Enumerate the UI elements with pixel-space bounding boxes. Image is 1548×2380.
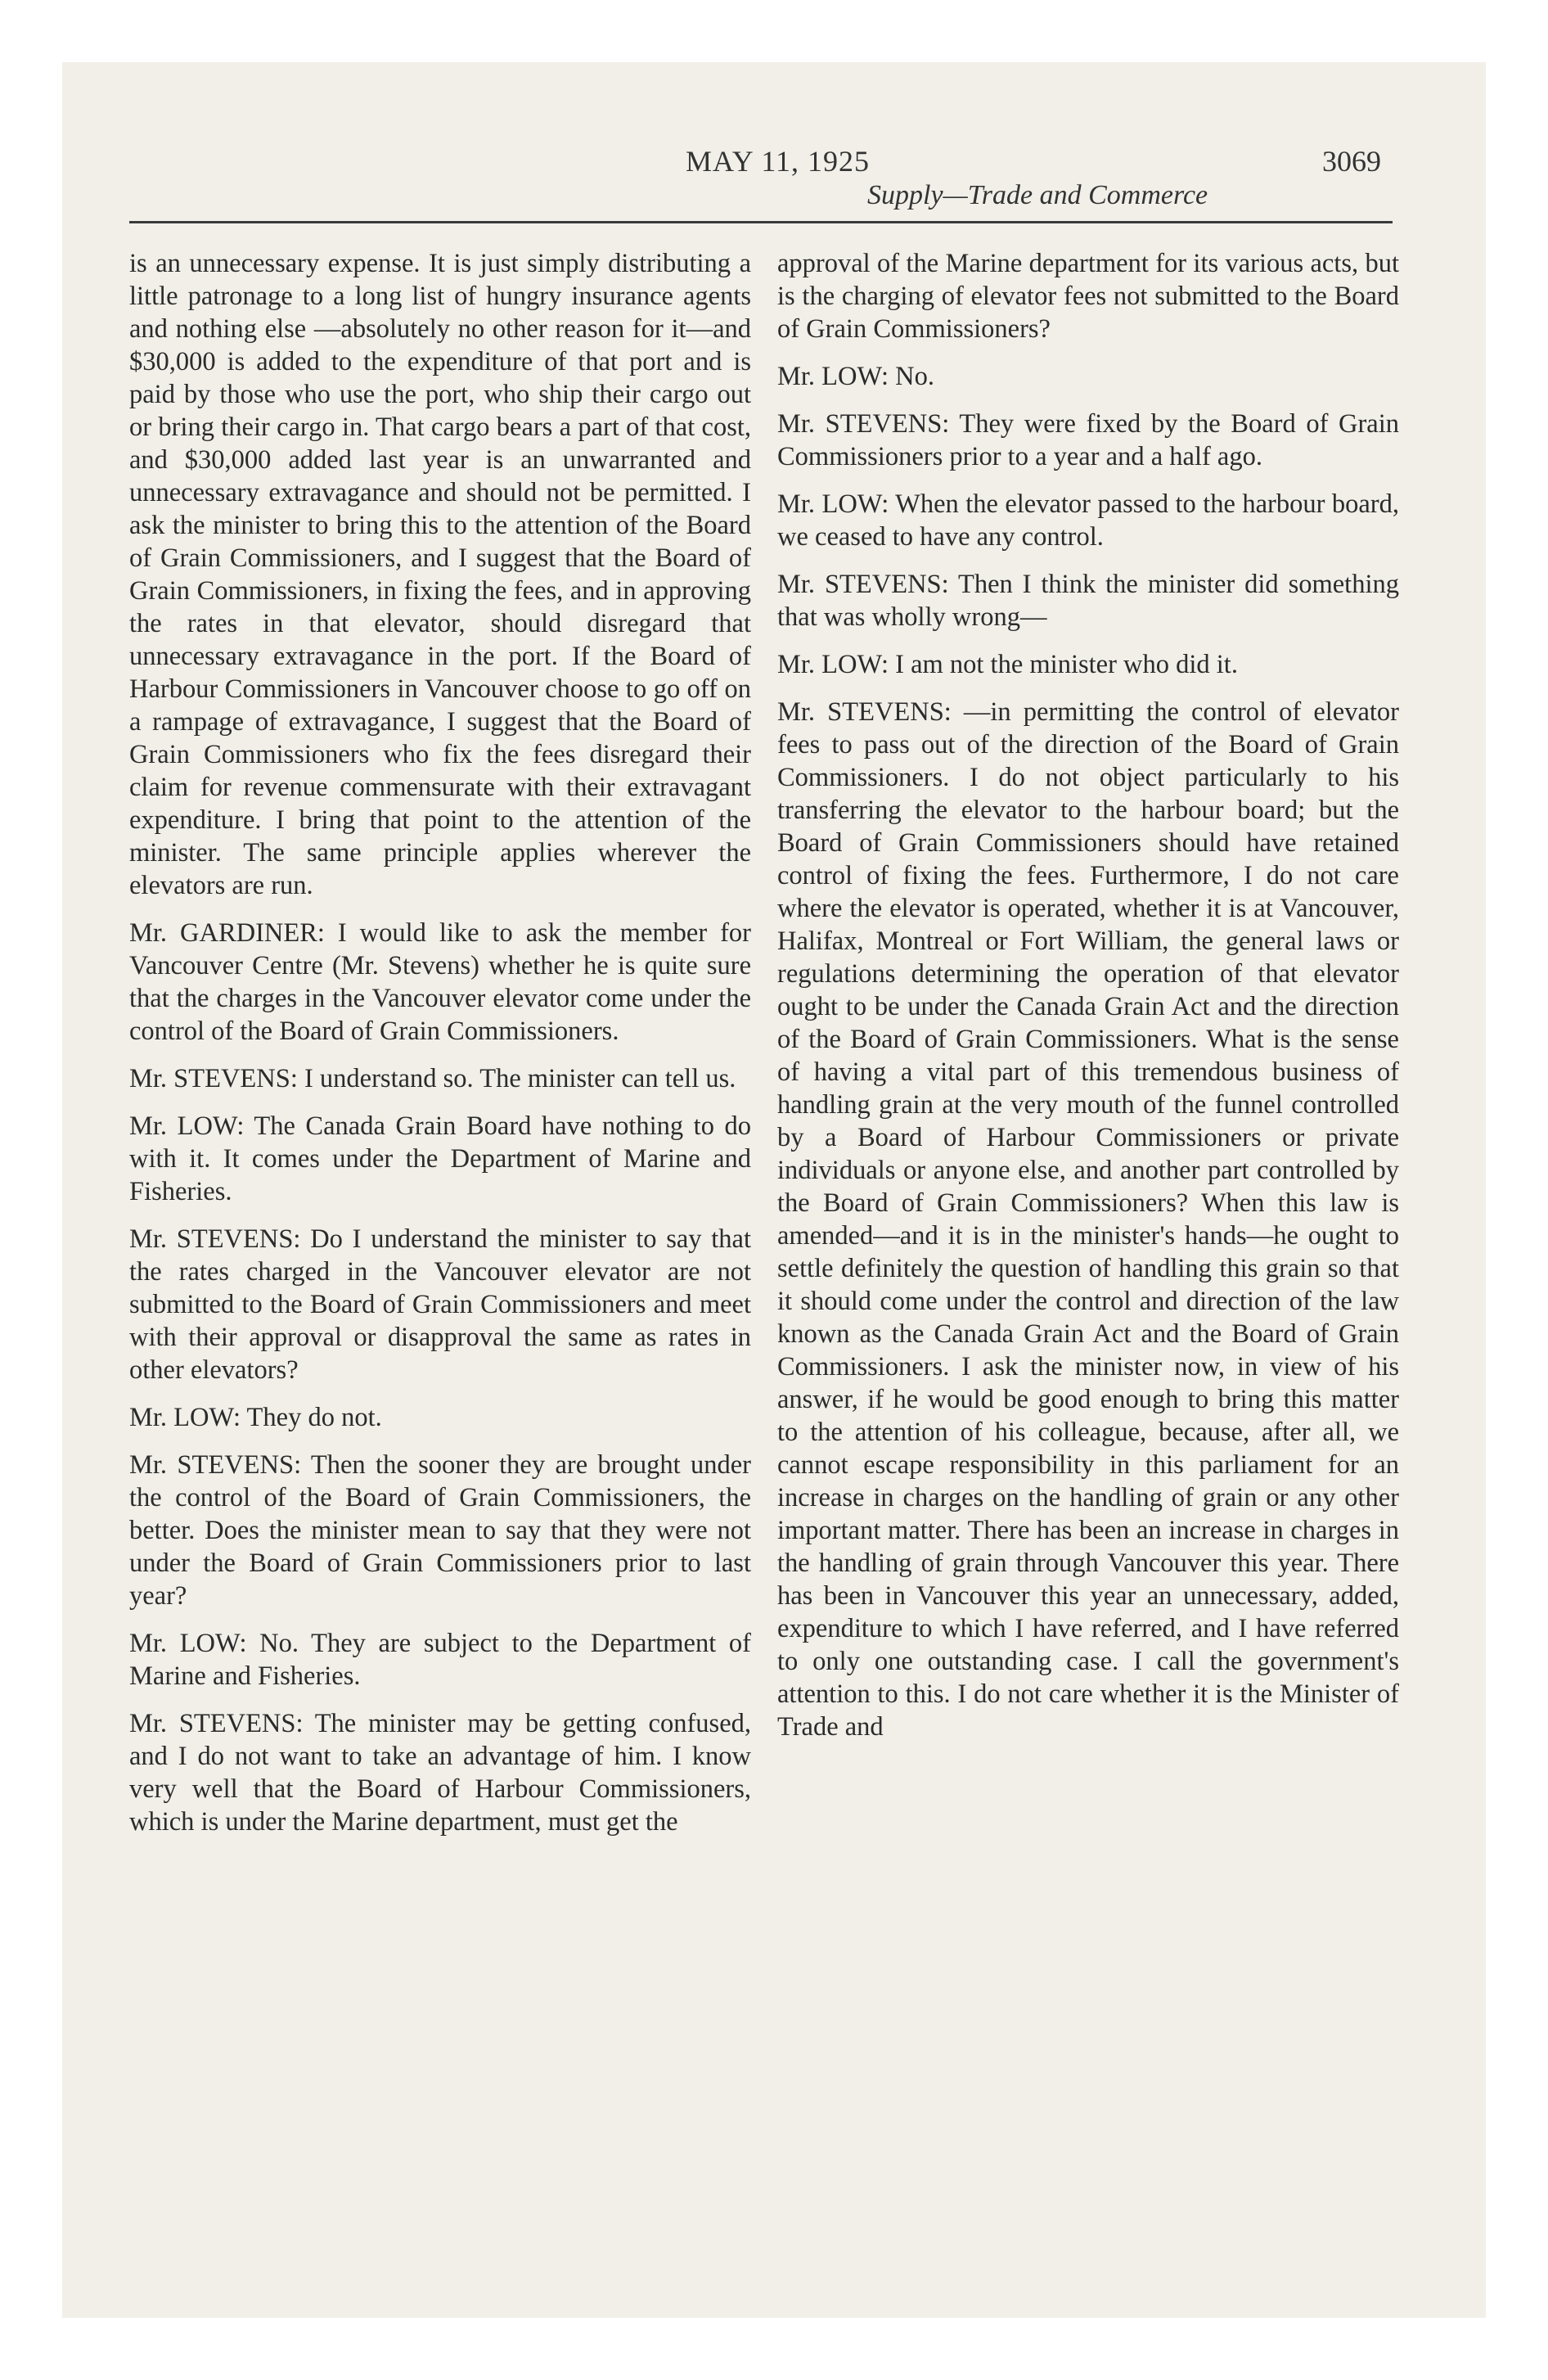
paragraph: Mr. STEVENS: Then I think the minister did something that was wholly wrong— bbox=[777, 570, 1399, 632]
paragraph: Mr. STEVENS: The minister may be getting confused, and I do not want to take an advantage of him. I know very well that the Board of Harbour Commissioners, which is under the Marine department, must get the bbox=[129, 1709, 751, 1837]
paragraph: Mr. LOW: No. bbox=[777, 362, 934, 391]
paragraph: approval of the Marine department for its various acts, but is the charging of elevator fees not submitted to the Board of Grain Commissioners? bbox=[777, 249, 1399, 344]
paragraph: Mr. LOW: I am not the minister who did it. bbox=[777, 650, 1238, 679]
paragraph: Mr. STEVENS: I understand so. The minister can tell us. bbox=[129, 1064, 736, 1093]
section-subtitle: Supply—Trade and Commerce bbox=[867, 180, 1208, 210]
paragraph: Mr. LOW: They do not. bbox=[129, 1403, 382, 1432]
paragraph: Mr. STEVENS: Then the sooner they are brought under the control of the Board of Grain Commissioners, the better. Does the minister mean to say that they were not under the Board of Grain Commissioners prior to last year? bbox=[129, 1450, 751, 1611]
paragraph: Mr. LOW: When the elevator passed to the harbour board, we ceased to have any control. bbox=[777, 489, 1399, 552]
paragraph: Mr. GARDINER: I would like to ask the member for Vancouver Centre (Mr. Stevens) whether he is quite sure that the charges in the Vancouver elevator come under the control of the Board of Grain Commissioners. bbox=[129, 918, 751, 1046]
paragraph: Mr. STEVENS: Do I understand the minister to say that the rates charged in the Vancouver elevator are not submitted to the Board of Grain Commissioners and meet with their approval or disapproval the same as rates in other elevators? bbox=[129, 1224, 751, 1385]
header-date: MAY 11, 1925 bbox=[686, 145, 871, 178]
paragraph: Mr. STEVENS: —in permitting the control of elevator fees to pass out of the direction of the Board of Grain Commissioners. I do not object particularly to his transferring the elevator to the harbour board; but the Board of Grain Commissioners should have retained control of fixing the fees. Furthermore, I do not care where the elevator is operated, whether it is at Vancouver, Halifax, Montreal or Fort William, the general laws or regulations determining the operation of that elevator ought to be under the Canada Grain Act and the direction of the Board of Grain Commissioners. What is the sense of having a vital part of this tremendous business of handling grain at the very mouth of the funnel controlled by a Board of Harbour Commissioners or private individuals or anyone else, and another part controlled by the Board of Grain Commissioners? When this law is amended—and it is in the minister's hands—he ought to settle definitely the question of handling this grain so that it should come under the control and direction of the law known as the Canada Grain Act and the Board of Grain Commissioners. I ask the minister now, in view of his answer, if he would be good enough to bring this matter to the attention of his colleague, because, after all, we cannot escape responsibility in this parliament for an increase in charges on the handling of grain or any other important matter. There has been an increase in charges in the handling of grain through Vancouver this year. There has been in Vancouver this year an unnecessary, added, expenditure to which I have referred, and I have referred to only one outstanding case. I call the government's attention to this. I do not care whether it is the Minister of Trade and bbox=[777, 697, 1399, 1742]
page-number: 3069 bbox=[1322, 145, 1381, 178]
paragraph: Mr. STEVENS: They were fixed by the Board of Grain Commissioners prior to a year and a half ago. bbox=[777, 409, 1399, 471]
paragraph: Mr. LOW: The Canada Grain Board have nothing to do with it. It comes under the Department of Marine and Fisheries. bbox=[129, 1111, 751, 1206]
paragraph: is an unnecessary expense. It is just simply distributing a little patronage to a long list of hungry insurance agents and nothing else —absolutely no other reason for it—and $30,000 is added to the expenditure of that port and is paid by those who use the port, who ship their cargo out or bring their cargo in. That cargo bears a part of that cost, and $30,000 added last year is an unwarranted and unnecessary extravagance and should not be permitted. I ask the minister to bring this to the attention of the Board of Grain Commissioners, and I suggest that the Board of Grain Commissioners, in fixing the fees, and in approving the rates in that elevator, should disregard that unnecessary extravagance in the port. If the Board of Harbour Commissioners in Vancouver choose to go off on a rampage of extravagance, I suggest that the Board of Grain Commissioners who fix the fees disregard their claim for revenue commensurate with their extravagant expenditure. I bring that point to the attention of the minister. The same principle applies wherever the elevators are run. bbox=[129, 249, 751, 900]
paragraph: Mr. LOW: No. They are subject to the Department of Marine and Fisheries. bbox=[129, 1629, 751, 1691]
header-rule bbox=[129, 221, 1393, 223]
left-column bbox=[129, 247, 751, 1853]
right-column bbox=[777, 247, 1399, 1758]
